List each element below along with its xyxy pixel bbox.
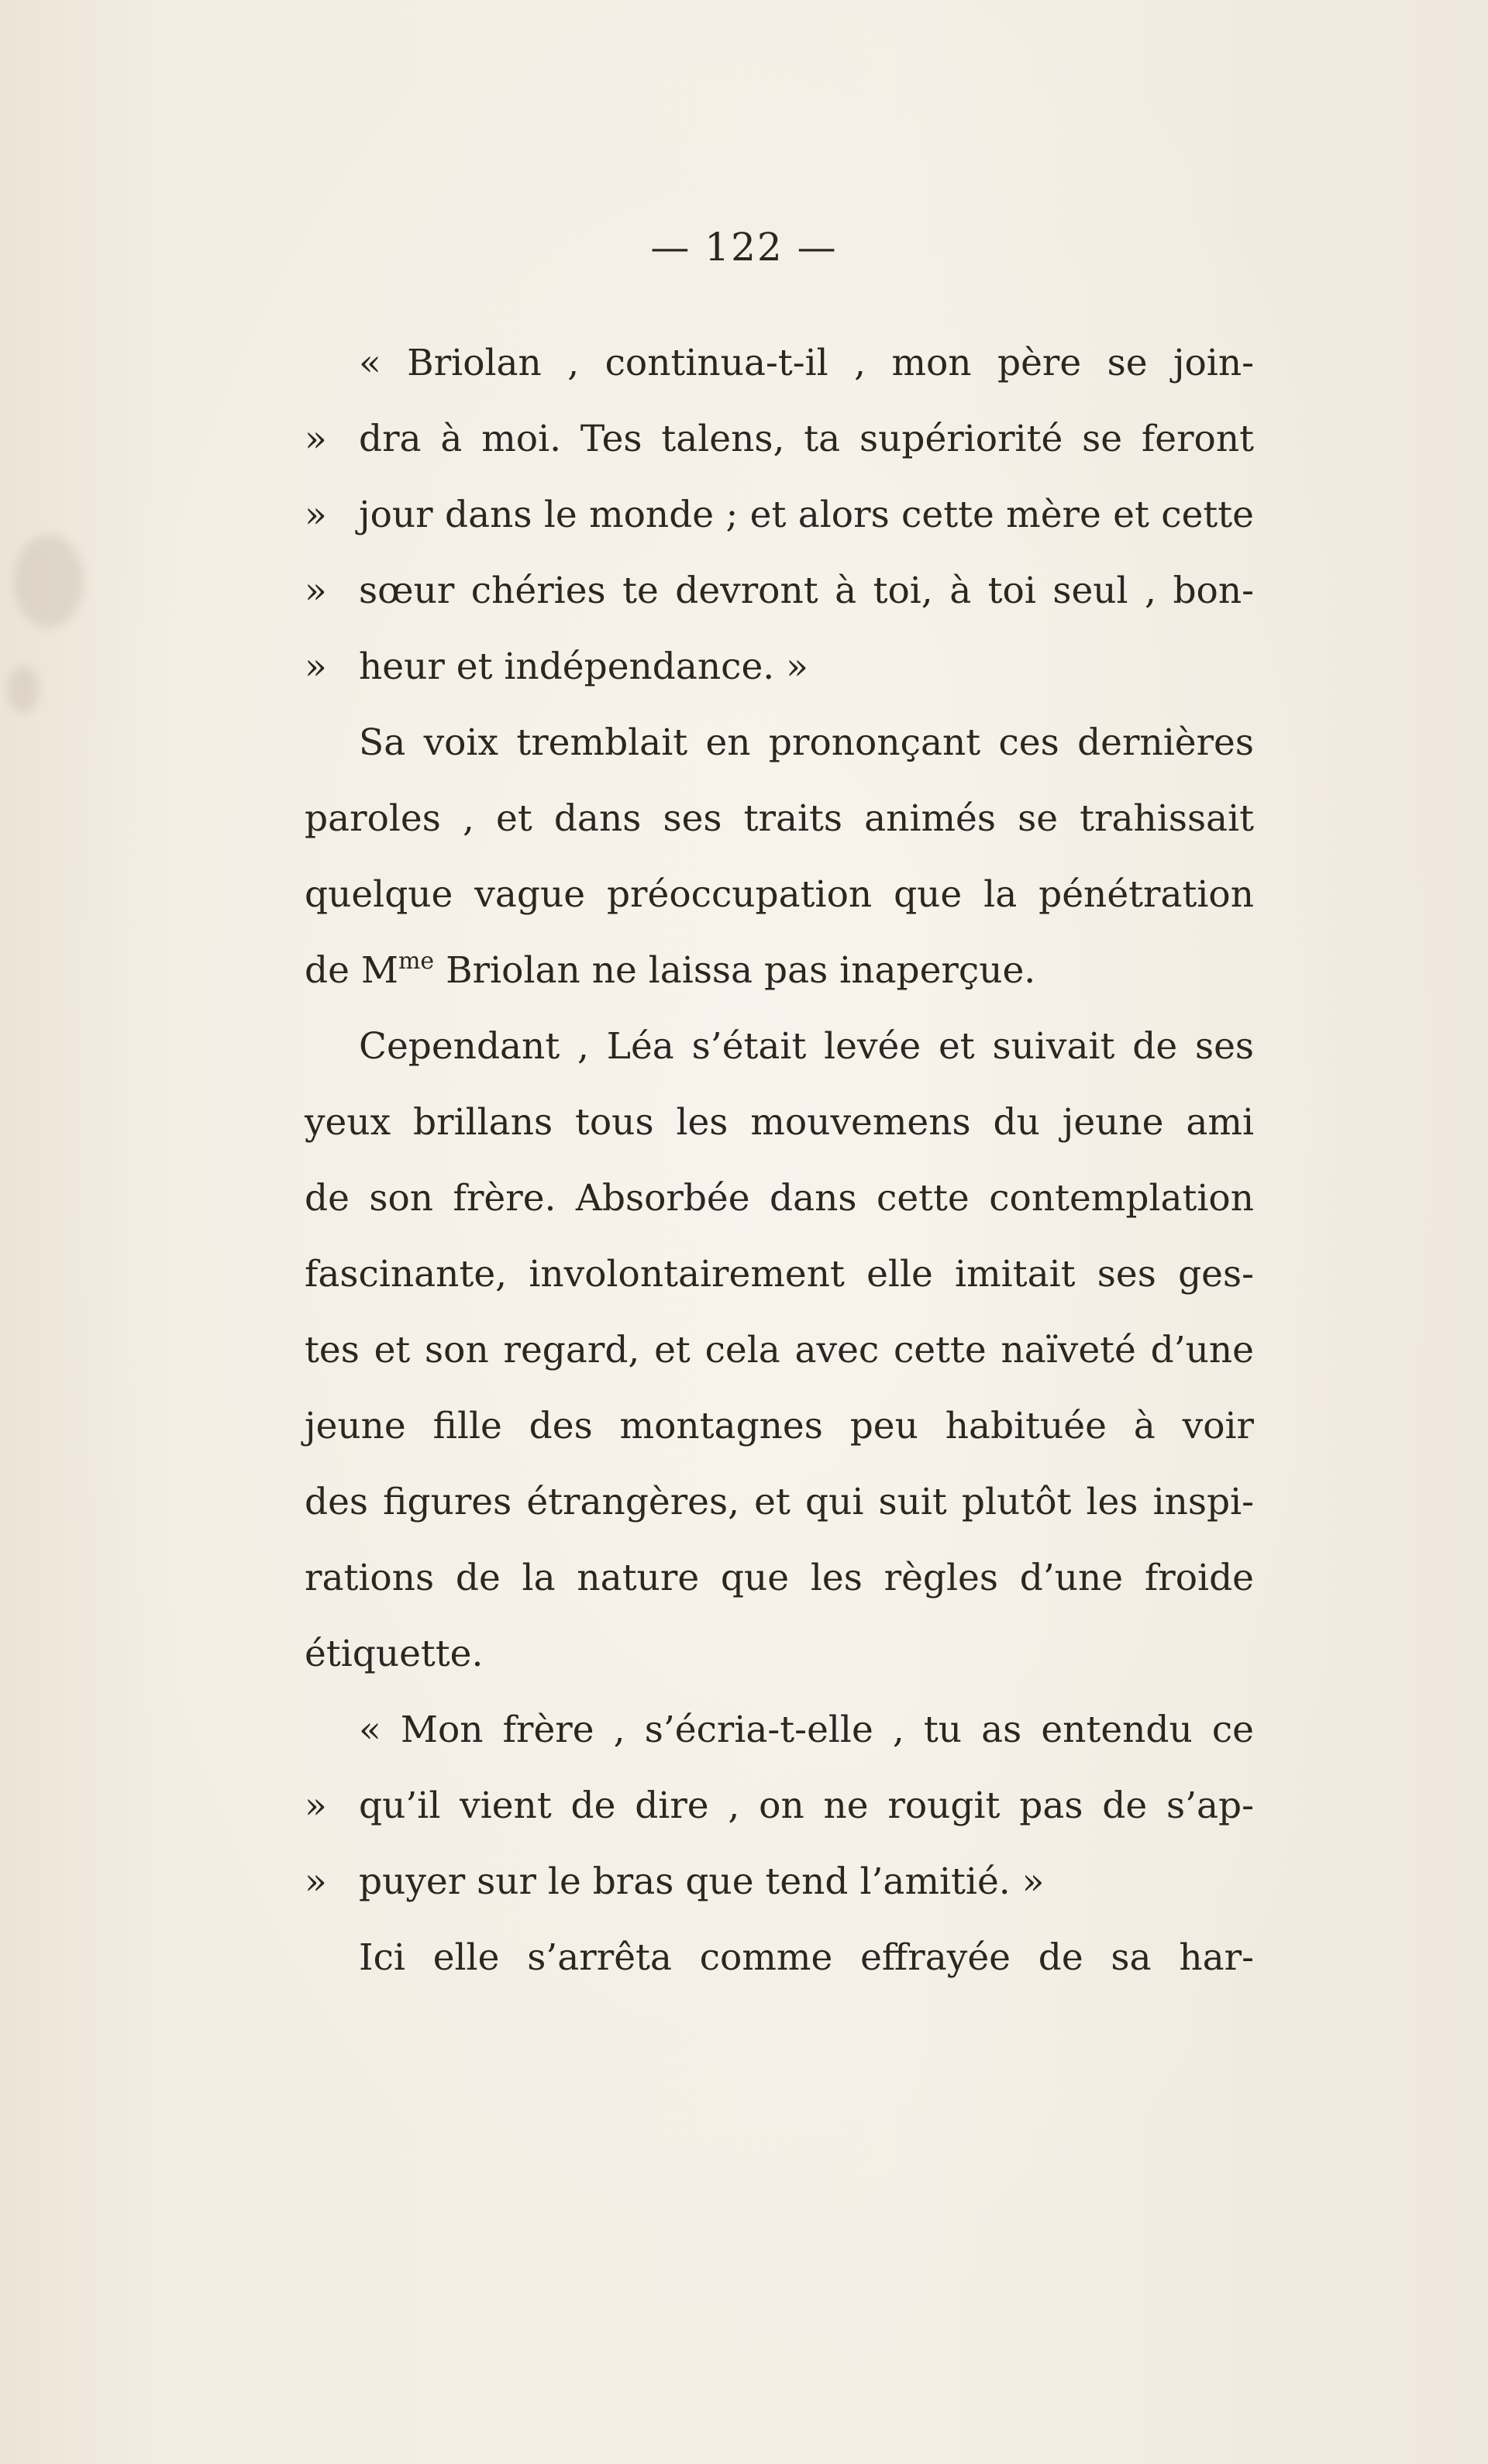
- paper-stain: [14, 535, 84, 628]
- line-text: puyer sur le bras que tend l’amitié. »: [359, 1860, 1045, 1903]
- text-line: de son frère. Absorbée dans cette contemplation: [305, 1177, 1254, 1220]
- text-line: des figures étrangères, et qui suit plutôt les inspi-: [305, 1481, 1254, 1523]
- text-line: [305, 1768, 1254, 1844]
- text-line: [305, 1844, 1254, 1920]
- line-text: Briolan ne laissa pas inaperçue.: [434, 949, 1036, 992]
- text-line: rations de la nature que les règles d’une froide: [305, 1557, 1254, 1599]
- line-text: qu’il vient de dire , on ne rougit pas de s’ap-: [359, 1784, 1254, 1827]
- line-text: sœur chéries te devront à toi, à toi seul , bon-: [359, 570, 1254, 612]
- text-line: étiquette.: [305, 1633, 484, 1675]
- text-line: paroles , et dans ses traits animés se trahissait: [305, 797, 1254, 840]
- text-line: [305, 477, 1254, 553]
- superscript-abbrev: me: [398, 948, 435, 975]
- text-line: [305, 401, 1254, 477]
- body-text: [305, 325, 1254, 1996]
- text-line: yeux brillans tous les mouvemens du jeune ami: [305, 1101, 1254, 1144]
- text-line: [305, 933, 1254, 1009]
- line-text-pre: de M: [305, 949, 398, 992]
- text-line: [305, 553, 1254, 629]
- text-line: Sa voix tremblait en prononçant ces dernières: [359, 721, 1254, 764]
- text-line: Cependant , Léa s’était levée et suivait de ses: [359, 1025, 1254, 1068]
- quote-mark: »: [305, 418, 327, 460]
- quote-mark: »: [305, 645, 327, 688]
- line-text: heur et indépendance. »: [359, 645, 808, 688]
- paper-stain: [8, 666, 39, 713]
- quote-mark: »: [305, 494, 327, 536]
- text-line: [305, 629, 1254, 705]
- text-line: Ici elle s’arrêta comme effrayée de sa har-: [359, 1936, 1254, 1979]
- text-line: tes et son regard, et cela avec cette naïveté d’une: [305, 1329, 1254, 1371]
- quote-mark: »: [305, 1860, 327, 1903]
- text-line: quelque vague préoccupation que la pénétration: [305, 873, 1254, 916]
- line-text: dra à moi. Tes talens, ta supériorité se feront: [359, 418, 1254, 460]
- text-line: fascinante, involontairement elle imitait ses ges-: [305, 1253, 1254, 1296]
- text-line: jeune fille des montagnes peu habituée à voir: [305, 1405, 1254, 1447]
- text-line: « Briolan , continua-t-il , mon père se join-: [359, 342, 1254, 384]
- quote-mark: »: [305, 570, 327, 612]
- page-number: — 122 —: [650, 225, 838, 270]
- text-line: « Mon frère , s’écria-t-elle , tu as entendu ce: [359, 1709, 1254, 1751]
- quote-mark: »: [305, 1784, 327, 1827]
- line-text: jour dans le monde ; et alors cette mère et cette: [359, 494, 1254, 536]
